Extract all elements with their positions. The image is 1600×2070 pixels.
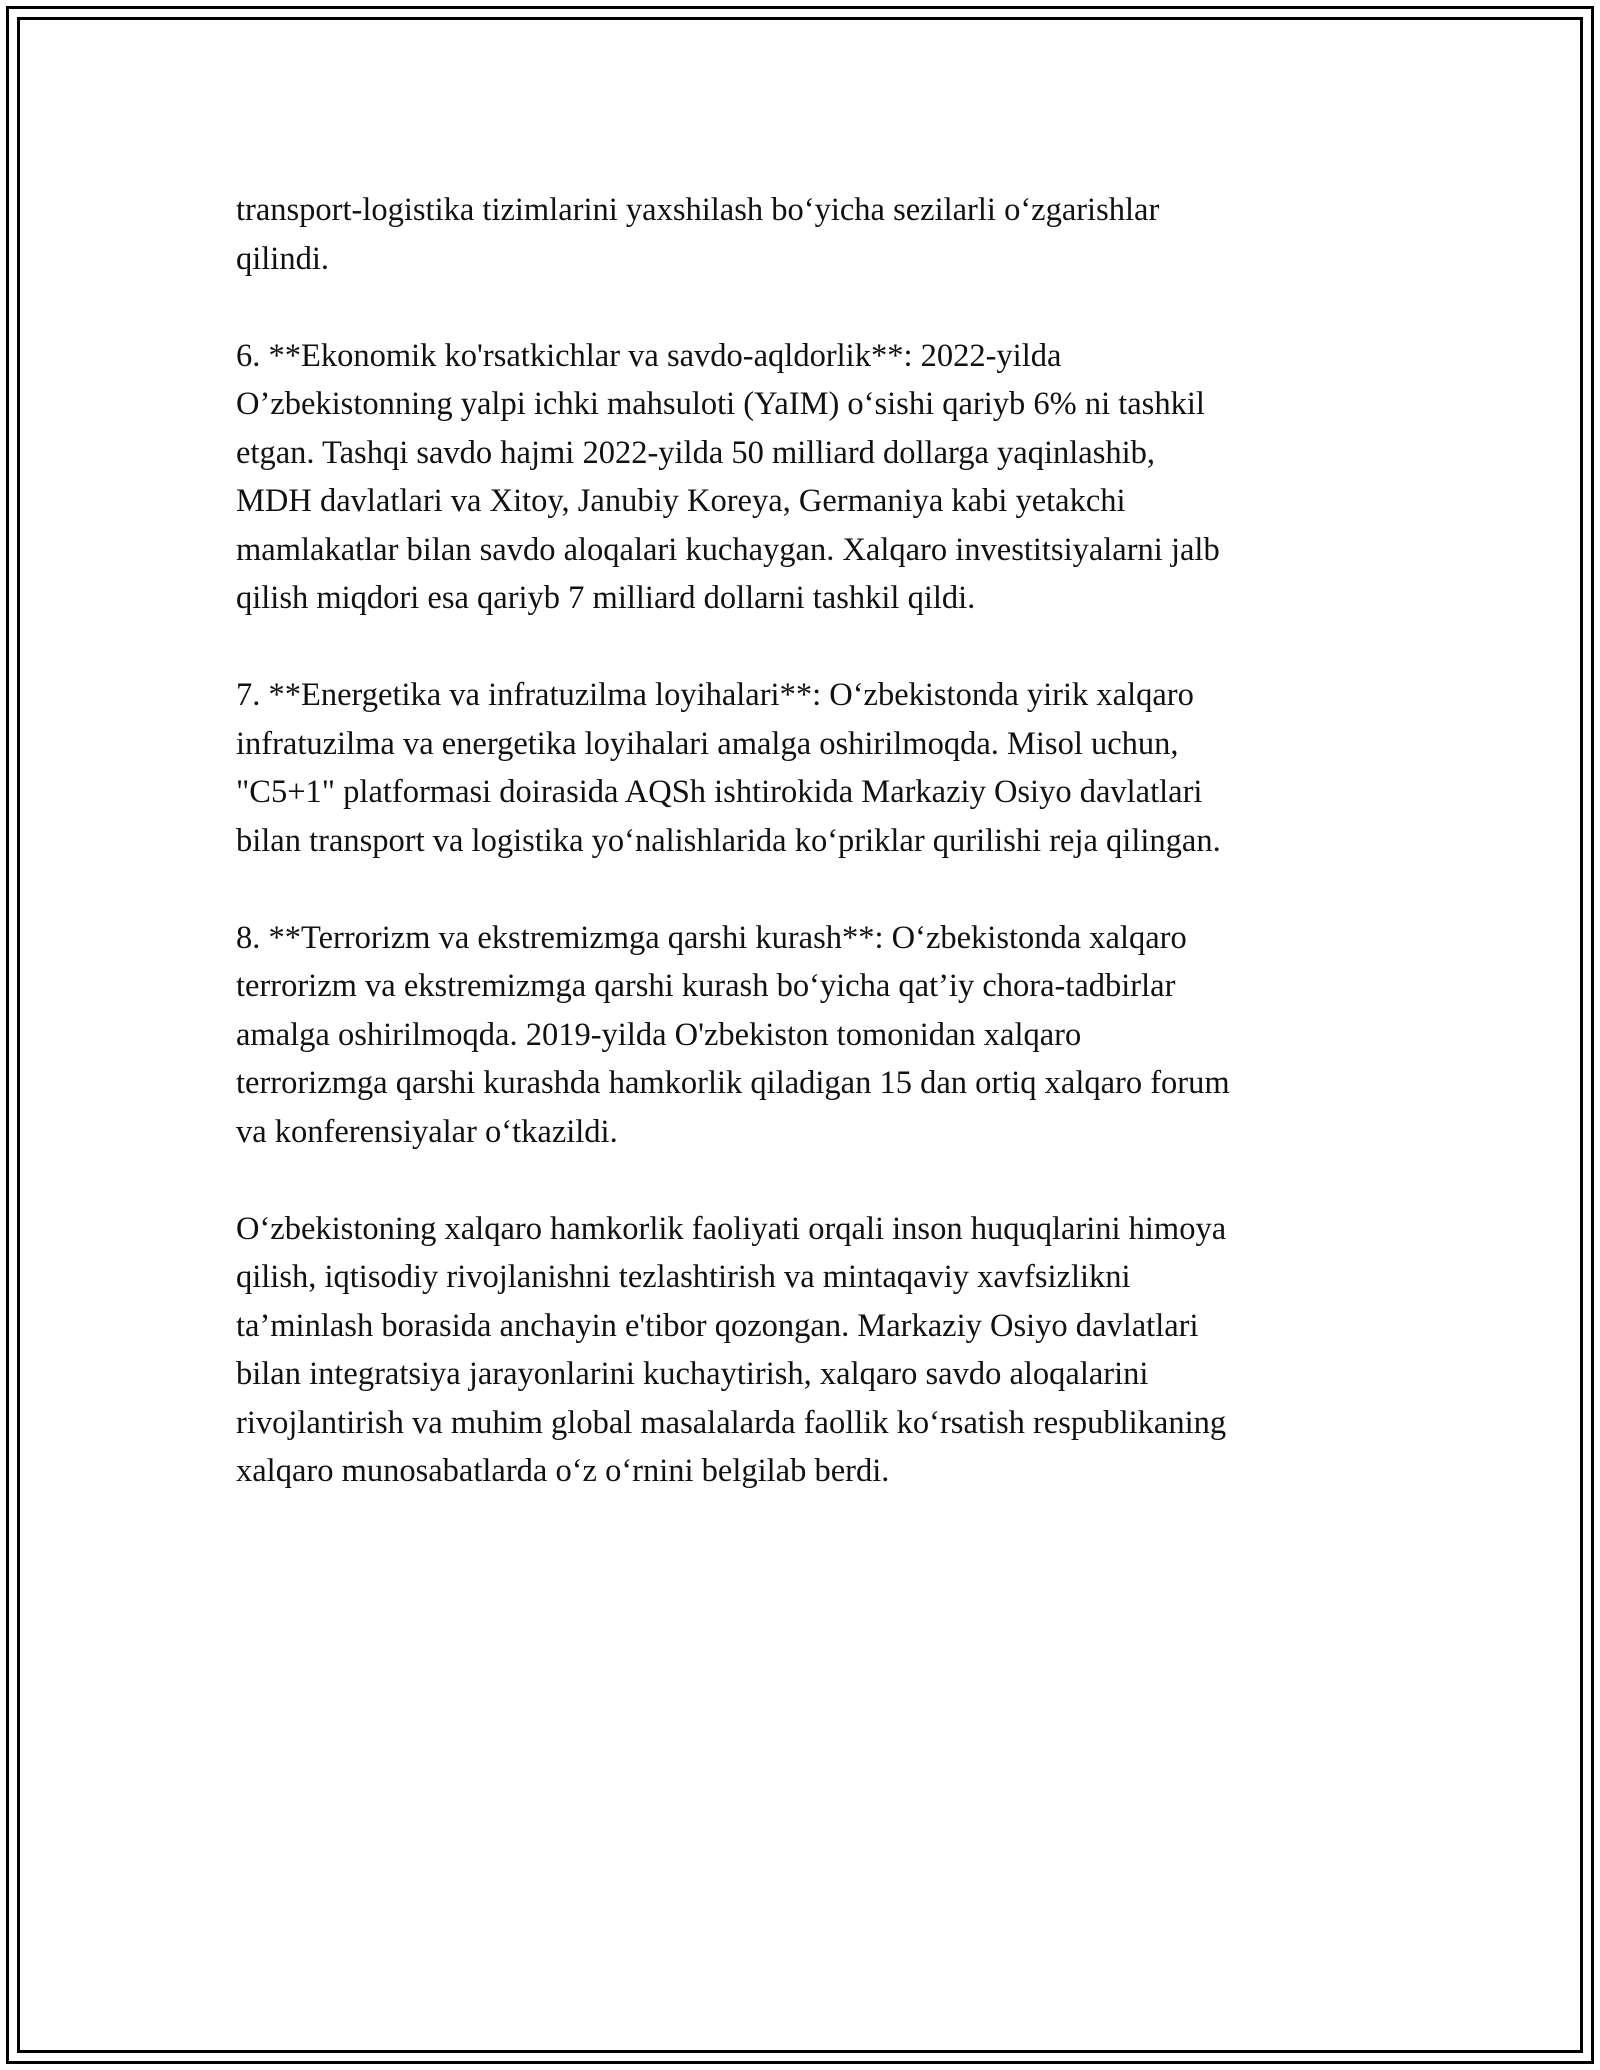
paragraph-counter-terrorism: 8. **Terrorizm va ekstremizmga qarshi kurash**: O‘zbekistonda xalqaro terrorizm va ekstremizmga qarshi kurash bo‘yicha qat’iy chora-tadbirlar amalga oshirilmoqda. 2019-yilda O'zbekiston tomonidan xalqaro terrorizmga qarshi kurashda hamkorlik qiladigan 15 dan ortiq xalqaro forum va konferensiyalar o‘tkazildi. [236, 919, 1230, 1150]
paragraph-conclusion: O‘zbekistoning xalqaro hamkorlik faoliyati orqali inson huquqlarini himoya qilish, iqtisodiy rivojlanishni tezlashtirish va mintaqaviy xavfsizlikni ta’minlash borasida anchayin e'tibor qozongan. Markaziy Osiyo davlatlari bilan integratsiya jarayonlarini kuchaytirish, xalqaro savdo aloqalarini rivojlantirish va muhim global masalalarda faollik ko‘rsatish respublikaning xalqaro munosabatlarda o‘z o‘rnini belgilab berdi. [236, 1210, 1227, 1489]
paragraph-energy-infrastructure: 7. **Energetika va infratuzilma loyihalari**: O‘zbekistonda yirik xalqaro infratuzilma va energetika loyihalari amalga oshirilmoqda. Misol uchun, "C5+1" platformasi doirasida AQSh ishtirokida Markaziy Osiyo davlatlari bilan transport va logistika yo‘nalishlarida ko‘priklar qurilishi reja qilingan. [236, 677, 1221, 859]
paragraph-transport-continuation: transport-logistika tizimlarini yaxshilash bo‘yicha sezilarli o‘zgarishlar qilindi. [236, 192, 1160, 277]
paragraph-economic-indicators: 6. **Ekonomik ko'rsatkichlar va savdo-aqldorlik**: 2022-yilda O’zbekistonning yalpi ichki mahsuloti (YaIM) o‘sishi qariyb 6% ni tashkil etgan. Tashqi savdo hajmi 2022-yilda 50 milliard dollarga yaqinlashib, MDH davlatlari va Xitoy, Janubiy Koreya, Germaniya kabi yetakchi mamlakatlar bilan savdo aloqalari kuchaygan. Xalqaro investitsiyalarni jalb qilish miqdori esa qariyb 7 milliard dollarni tashkil qildi. [236, 337, 1220, 616]
document-body [236, 186, 1366, 1496]
